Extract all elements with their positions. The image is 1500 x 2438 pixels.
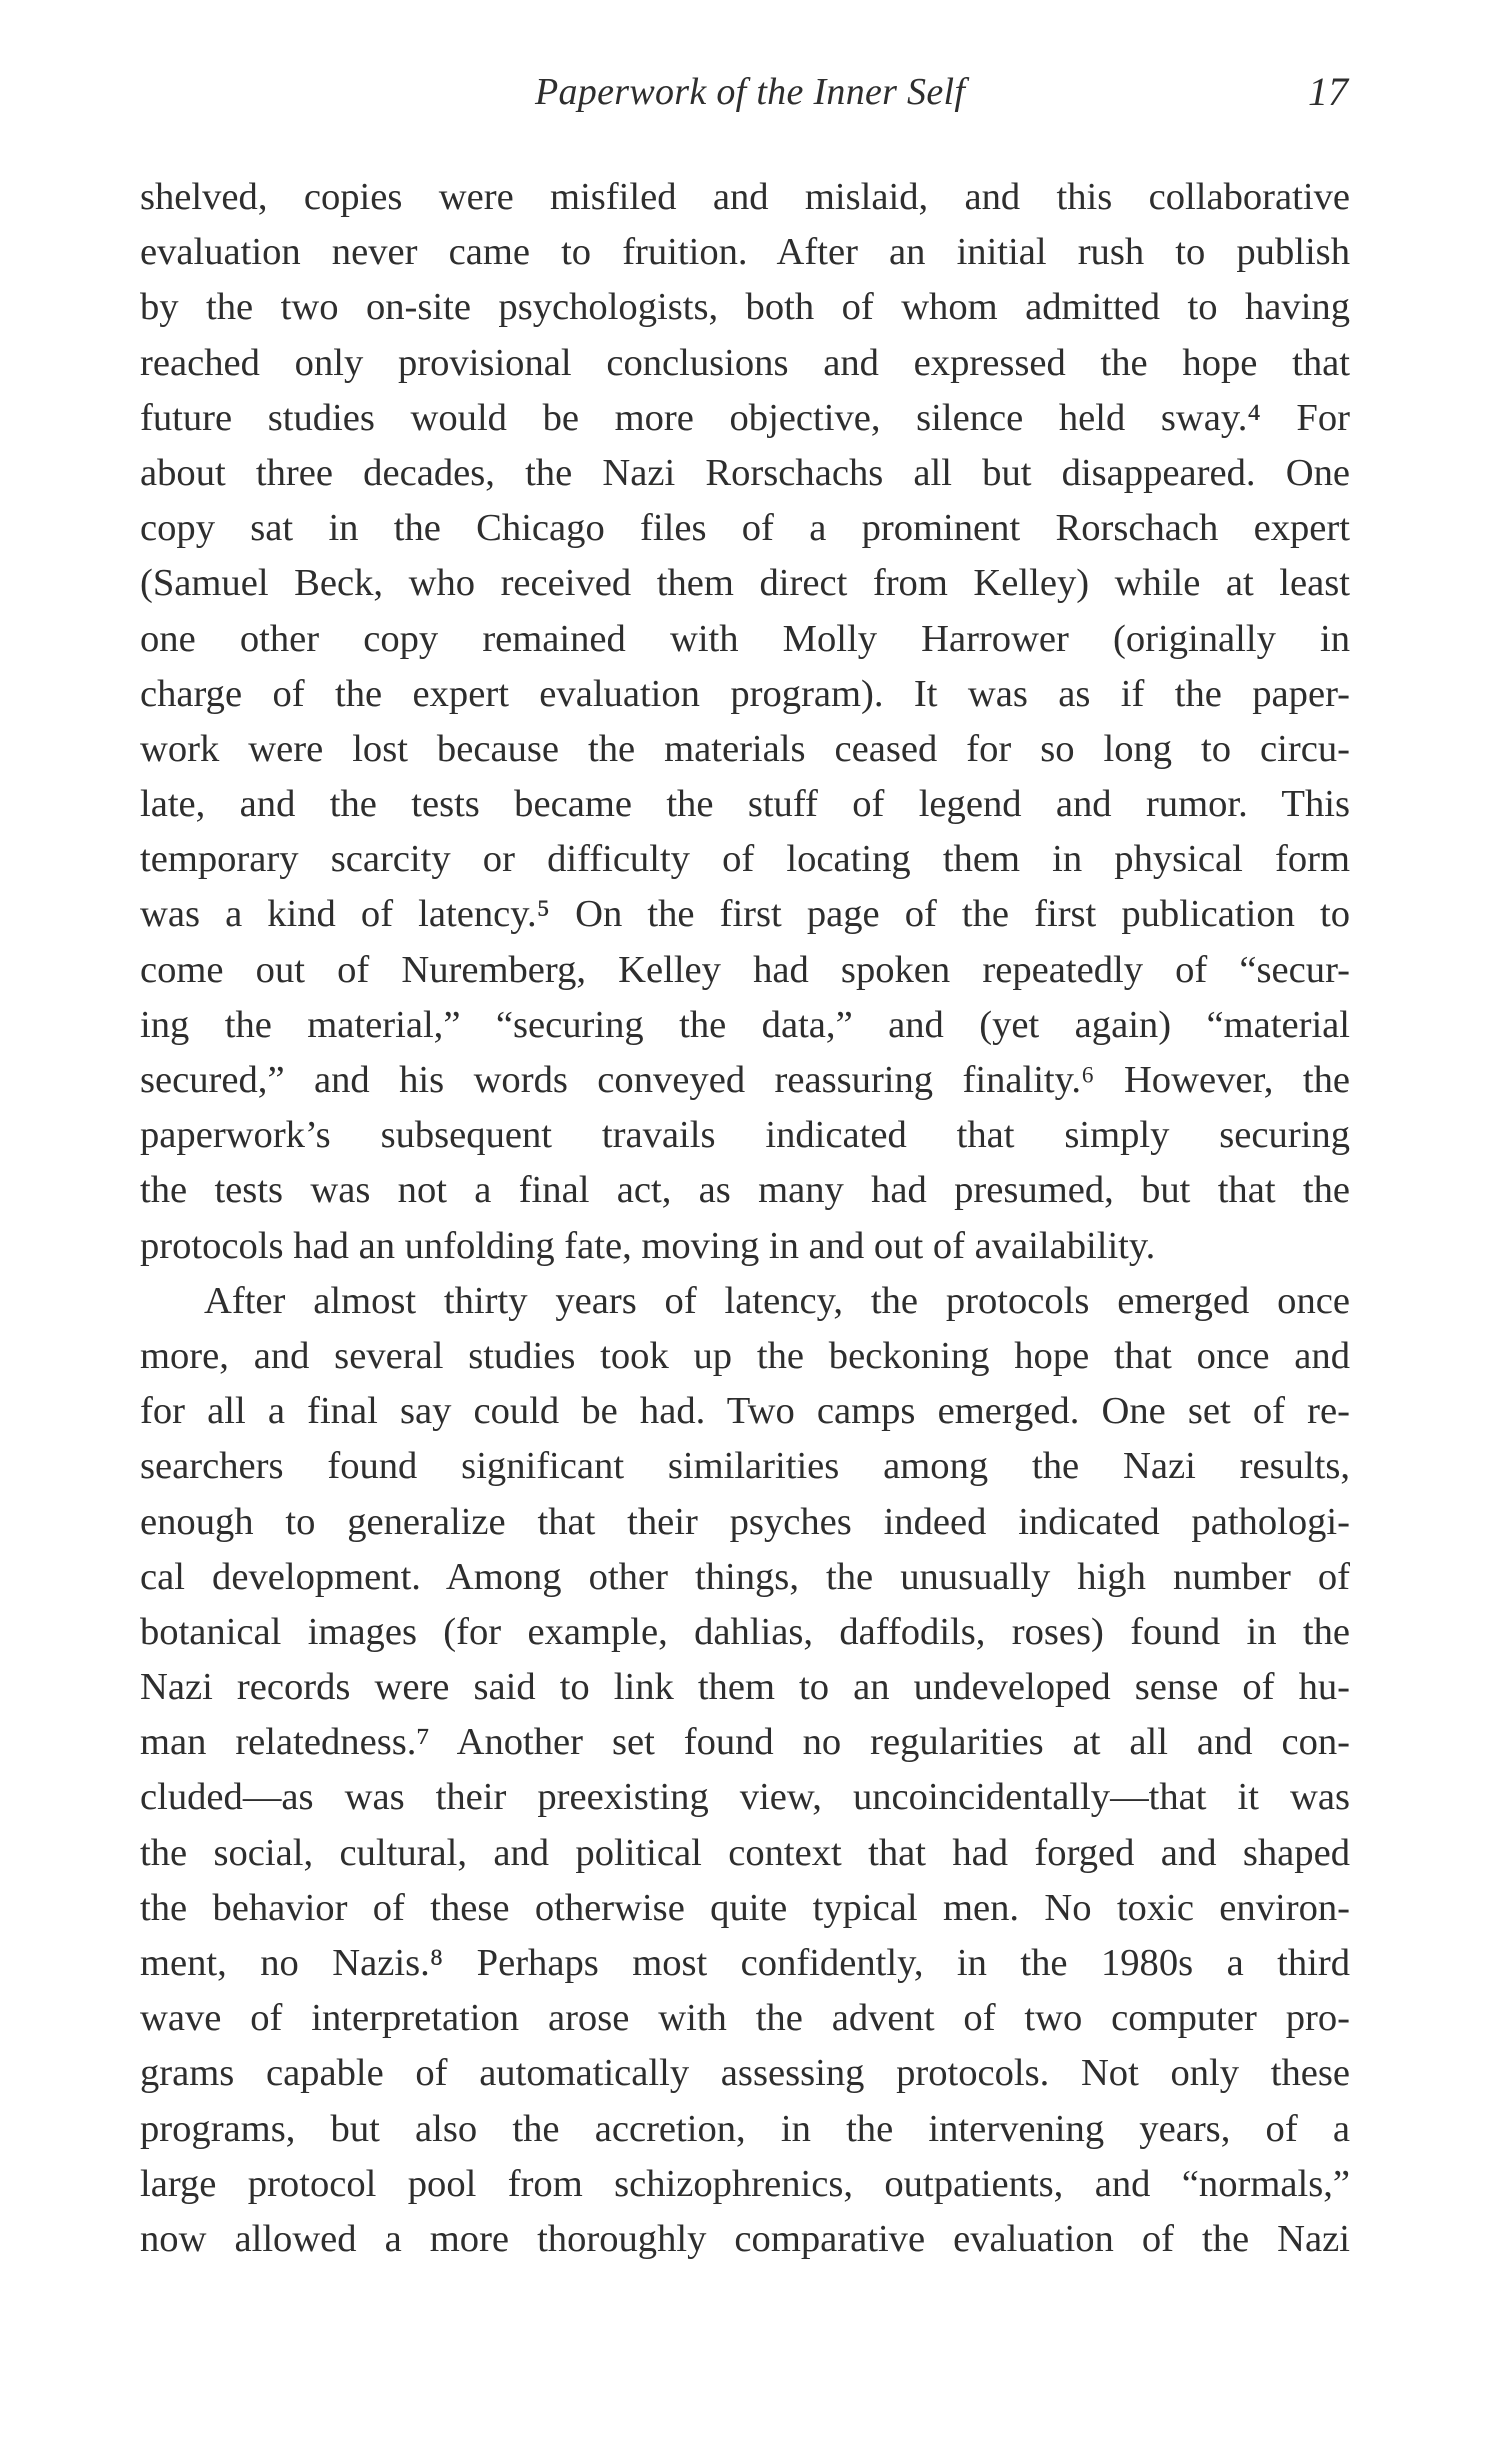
text-line: paperwork’s subsequent travails indicated that simply securing [140,1114,1350,1157]
text-line: programs, but also the accretion, in the intervening years, of a [140,2107,1350,2150]
text-line: the behavior of these otherwise quite typical men. No toxic environ- [140,1886,1350,1929]
text-line: temporary scarcity or difficulty of locating them in physical form [140,838,1350,881]
text-line: large protocol pool from schizophrenics, outpatients, and “normals,” [140,2162,1350,2205]
text-line: searchers found significant similarities among the Nazi results, [140,1445,1350,1488]
text-line: secured,” and his words conveyed reassuring finality.⁶ However, the [140,1059,1350,1101]
text-line: Nazi records were said to link them to an undeveloped sense of hu- [140,1666,1350,1709]
text-line: the tests was not a final act, as many had presumed, but that the [140,1169,1350,1212]
text-line: shelved, copies were misfiled and mislaid, and this collaborative [140,176,1350,218]
text-line: copy sat in the Chicago files of a prominent Rorschach expert [140,507,1350,550]
text-line: enough to generalize that their psyches indeed indicated pathologi- [140,1500,1350,1543]
text-line: future studies would be more objective, silence held sway.⁴ For [140,396,1350,439]
text-line: (Samuel Beck, who received them direct from Kelley) while at least [140,562,1350,605]
text-line: about three decades, the Nazi Rorschachs all but disappeared. One [140,451,1350,494]
text-line: by the two on-site psychologists, both of whom admitted to having [140,286,1350,329]
text-line: was a kind of latency.⁵ On the first page of the first publication to [140,893,1350,936]
text-line: ment, no Nazis.⁸ Perhaps most confidently, in the 1980s a third [140,1942,1350,1984]
text-line: ing the material,” “securing the data,” and (yet again) “material [140,1003,1350,1046]
text-line: botanical images (for example, dahlias, daffodils, roses) found in the [140,1610,1350,1653]
text-line: late, and the tests became the stuff of legend and rumor. This [140,783,1350,826]
text-line: After almost thirty years of latency, the protocols emerged once [204,1279,1350,1322]
text-line: protocols had an unfolding fate, moving in and out of availability. [140,1224,1156,1267]
running-head: Paperwork of the Inner Self [535,71,966,113]
body-text [140,170,1350,2267]
paragraph [140,170,1350,1274]
text-line: one other copy remained with Molly Harrower (originally in [140,617,1350,660]
text-line: come out of Nuremberg, Kelley had spoken repeatedly of “secur- [140,948,1350,991]
text-line: the social, cultural, and political context that had forged and shaped [140,1831,1350,1874]
text-line: cluded—as was their preexisting view, uncoincidentally—that it was [140,1776,1350,1819]
paragraph [140,1274,1350,2267]
text-line: more, and several studies took up the beckoning hope that once and [140,1334,1350,1377]
text-line: cal development. Among other things, the unusually high number of [140,1555,1350,1598]
text-line: grams capable of automatically assessing protocols. Not only these [140,2052,1350,2095]
text-line: evaluation never came to fruition. After an initial rush to publish [140,231,1350,274]
page-number: 17 [1308,69,1348,114]
text-line: now allowed a more thoroughly comparative evaluation of the Nazi [140,2217,1350,2260]
text-line: reached only provisional conclusions and expressed the hope that [140,341,1350,384]
page-header [0,62,1500,122]
text-line: man relatedness.⁷ Another set found no regularities at all and con- [140,1721,1350,1764]
text-line: for all a final say could be had. Two camps emerged. One set of re- [140,1390,1350,1433]
text-line: charge of the expert evaluation program). It was as if the paper- [140,672,1350,715]
text-line: wave of interpretation arose with the advent of two computer pro- [140,1997,1350,2040]
text-line: work were lost because the materials ceased for so long to circu- [140,727,1350,770]
